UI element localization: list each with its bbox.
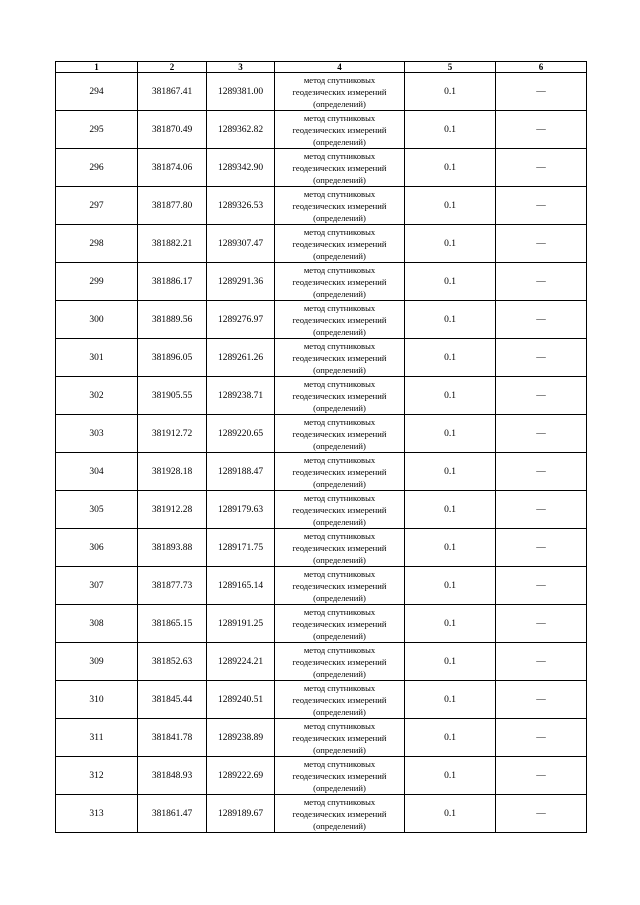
- x-coordinate-cell: 381905.55: [138, 377, 207, 415]
- accuracy-cell: 0.1: [405, 529, 496, 567]
- method-line: (определений): [313, 820, 366, 831]
- y-coordinate-cell: 1289189.67: [207, 795, 275, 833]
- accuracy-cell: 0.1: [405, 719, 496, 757]
- y-coordinate-cell: 1289222.69: [207, 757, 275, 795]
- note-cell: —: [496, 567, 587, 605]
- accuracy-cell: 0.1: [405, 339, 496, 377]
- table-row: [56, 757, 587, 795]
- method-line: геодезических измерений: [292, 618, 387, 629]
- point-number-cell: 306: [56, 529, 138, 567]
- header-cell: 2: [138, 62, 207, 73]
- method-line: метод спутниковых: [303, 264, 376, 275]
- method-line: геодезических измерений: [292, 352, 387, 363]
- method-line: метод спутниковых: [303, 416, 376, 427]
- method-line: (определений): [313, 98, 366, 109]
- note-cell: —: [496, 453, 587, 491]
- point-number-cell: 310: [56, 681, 138, 719]
- point-number-cell: 294: [56, 73, 138, 111]
- method-cell: [275, 757, 405, 795]
- y-coordinate-cell: 1289307.47: [207, 225, 275, 263]
- y-coordinate-cell: 1289381.00: [207, 73, 275, 111]
- table-row: [56, 187, 587, 225]
- y-coordinate-cell: 1289179.63: [207, 491, 275, 529]
- method-line: геодезических измерений: [292, 86, 387, 97]
- note-cell: —: [496, 263, 587, 301]
- method-line: (определений): [313, 402, 366, 413]
- x-coordinate-cell: 381896.05: [138, 339, 207, 377]
- method-line: метод спутниковых: [303, 758, 376, 769]
- table-row: [56, 719, 587, 757]
- method-line: геодезических измерений: [292, 656, 387, 667]
- note-cell: —: [496, 491, 587, 529]
- method-line: геодезических измерений: [292, 390, 387, 401]
- method-cell: [275, 605, 405, 643]
- method-cell: [275, 567, 405, 605]
- point-number-cell: 301: [56, 339, 138, 377]
- method-line: (определений): [313, 136, 366, 147]
- note-cell: —: [496, 719, 587, 757]
- header-row: [56, 62, 587, 73]
- table-row: [56, 491, 587, 529]
- point-number-cell: 303: [56, 415, 138, 453]
- method-line: (определений): [313, 288, 366, 299]
- method-line: (определений): [313, 554, 366, 565]
- note-cell: —: [496, 111, 587, 149]
- accuracy-cell: 0.1: [405, 225, 496, 263]
- table-body: [56, 73, 587, 833]
- x-coordinate-cell: 381886.17: [138, 263, 207, 301]
- method-line: геодезических измерений: [292, 162, 387, 173]
- y-coordinate-cell: 1289220.65: [207, 415, 275, 453]
- method-line: (определений): [313, 364, 366, 375]
- point-number-cell: 307: [56, 567, 138, 605]
- method-line: метод спутниковых: [303, 188, 376, 199]
- table-row: [56, 453, 587, 491]
- method-line: метод спутниковых: [303, 682, 376, 693]
- method-line: метод спутниковых: [303, 150, 376, 161]
- method-cell: [275, 225, 405, 263]
- method-cell: [275, 377, 405, 415]
- note-cell: —: [496, 225, 587, 263]
- method-line: метод спутниковых: [303, 530, 376, 541]
- method-line: геодезических измерений: [292, 314, 387, 325]
- method-cell: [275, 719, 405, 757]
- y-coordinate-cell: 1289171.75: [207, 529, 275, 567]
- method-line: (определений): [313, 668, 366, 679]
- point-number-cell: 297: [56, 187, 138, 225]
- method-cell: [275, 529, 405, 567]
- method-line: метод спутниковых: [303, 302, 376, 313]
- accuracy-cell: 0.1: [405, 643, 496, 681]
- method-line: геодезических измерений: [292, 238, 387, 249]
- method-line: геодезических измерений: [292, 694, 387, 705]
- method-line: (определений): [313, 592, 366, 603]
- method-line: метод спутниковых: [303, 340, 376, 351]
- accuracy-cell: 0.1: [405, 415, 496, 453]
- accuracy-cell: 0.1: [405, 263, 496, 301]
- note-cell: —: [496, 415, 587, 453]
- method-cell: [275, 681, 405, 719]
- header-cell: 3: [207, 62, 275, 73]
- x-coordinate-cell: 381877.73: [138, 567, 207, 605]
- method-line: метод спутниковых: [303, 796, 376, 807]
- method-line: (определений): [313, 478, 366, 489]
- table-row: [56, 377, 587, 415]
- y-coordinate-cell: 1289238.89: [207, 719, 275, 757]
- method-line: метод спутниковых: [303, 606, 376, 617]
- y-coordinate-cell: 1289191.25: [207, 605, 275, 643]
- method-line: геодезических измерений: [292, 732, 387, 743]
- y-coordinate-cell: 1289165.14: [207, 567, 275, 605]
- note-cell: —: [496, 643, 587, 681]
- point-number-cell: 308: [56, 605, 138, 643]
- accuracy-cell: 0.1: [405, 111, 496, 149]
- note-cell: —: [496, 681, 587, 719]
- point-number-cell: 305: [56, 491, 138, 529]
- x-coordinate-cell: 381870.49: [138, 111, 207, 149]
- table-row: [56, 681, 587, 719]
- point-number-cell: 311: [56, 719, 138, 757]
- table-row: [56, 111, 587, 149]
- x-coordinate-cell: 381893.88: [138, 529, 207, 567]
- method-line: метод спутниковых: [303, 74, 376, 85]
- method-line: метод спутниковых: [303, 378, 376, 389]
- table-row: [56, 263, 587, 301]
- accuracy-cell: 0.1: [405, 453, 496, 491]
- accuracy-cell: 0.1: [405, 681, 496, 719]
- x-coordinate-cell: 381889.56: [138, 301, 207, 339]
- method-cell: [275, 415, 405, 453]
- method-line: геодезических измерений: [292, 504, 387, 515]
- method-cell: [275, 187, 405, 225]
- y-coordinate-cell: 1289291.36: [207, 263, 275, 301]
- table-row: [56, 567, 587, 605]
- accuracy-cell: 0.1: [405, 605, 496, 643]
- accuracy-cell: 0.1: [405, 567, 496, 605]
- method-line: (определений): [313, 744, 366, 755]
- header-cell: 1: [56, 62, 138, 73]
- point-number-cell: 304: [56, 453, 138, 491]
- y-coordinate-cell: 1289238.71: [207, 377, 275, 415]
- table-row: [56, 643, 587, 681]
- point-number-cell: 299: [56, 263, 138, 301]
- note-cell: —: [496, 339, 587, 377]
- note-cell: —: [496, 795, 587, 833]
- x-coordinate-cell: 381861.47: [138, 795, 207, 833]
- header-cell: 6: [496, 62, 587, 73]
- method-line: метод спутниковых: [303, 644, 376, 655]
- note-cell: —: [496, 605, 587, 643]
- method-line: геодезических измерений: [292, 580, 387, 591]
- method-line: геодезических измерений: [292, 124, 387, 135]
- method-line: геодезических измерений: [292, 428, 387, 439]
- coordinates-table: [55, 61, 587, 833]
- method-cell: [275, 149, 405, 187]
- method-line: метод спутниковых: [303, 720, 376, 731]
- y-coordinate-cell: 1289224.21: [207, 643, 275, 681]
- x-coordinate-cell: 381845.44: [138, 681, 207, 719]
- y-coordinate-cell: 1289188.47: [207, 453, 275, 491]
- table-row: [56, 415, 587, 453]
- table-row: [56, 339, 587, 377]
- y-coordinate-cell: 1289240.51: [207, 681, 275, 719]
- point-number-cell: 302: [56, 377, 138, 415]
- method-line: геодезических измерений: [292, 466, 387, 477]
- point-number-cell: 312: [56, 757, 138, 795]
- x-coordinate-cell: 381841.78: [138, 719, 207, 757]
- method-cell: [275, 453, 405, 491]
- x-coordinate-cell: 381912.28: [138, 491, 207, 529]
- y-coordinate-cell: 1289326.53: [207, 187, 275, 225]
- method-cell: [275, 795, 405, 833]
- y-coordinate-cell: 1289261.26: [207, 339, 275, 377]
- method-line: (определений): [313, 630, 366, 641]
- table-row: [56, 301, 587, 339]
- note-cell: —: [496, 149, 587, 187]
- y-coordinate-cell: 1289362.82: [207, 111, 275, 149]
- method-line: метод спутниковых: [303, 568, 376, 579]
- x-coordinate-cell: 381865.15: [138, 605, 207, 643]
- method-line: (определений): [313, 440, 366, 451]
- point-number-cell: 309: [56, 643, 138, 681]
- accuracy-cell: 0.1: [405, 149, 496, 187]
- point-number-cell: 296: [56, 149, 138, 187]
- method-cell: [275, 491, 405, 529]
- note-cell: —: [496, 529, 587, 567]
- y-coordinate-cell: 1289342.90: [207, 149, 275, 187]
- x-coordinate-cell: 381877.80: [138, 187, 207, 225]
- method-line: (определений): [313, 782, 366, 793]
- point-number-cell: 313: [56, 795, 138, 833]
- x-coordinate-cell: 381928.18: [138, 453, 207, 491]
- method-cell: [275, 111, 405, 149]
- accuracy-cell: 0.1: [405, 491, 496, 529]
- method-line: геодезических измерений: [292, 276, 387, 287]
- method-line: геодезических измерений: [292, 770, 387, 781]
- method-line: (определений): [313, 212, 366, 223]
- table-row: [56, 149, 587, 187]
- x-coordinate-cell: 381882.21: [138, 225, 207, 263]
- method-line: (определений): [313, 326, 366, 337]
- note-cell: —: [496, 187, 587, 225]
- method-cell: [275, 263, 405, 301]
- method-line: геодезических измерений: [292, 542, 387, 553]
- method-cell: [275, 301, 405, 339]
- accuracy-cell: 0.1: [405, 73, 496, 111]
- point-number-cell: 300: [56, 301, 138, 339]
- accuracy-cell: 0.1: [405, 757, 496, 795]
- x-coordinate-cell: 381867.41: [138, 73, 207, 111]
- method-line: геодезических измерений: [292, 200, 387, 211]
- accuracy-cell: 0.1: [405, 187, 496, 225]
- method-line: (определений): [313, 174, 366, 185]
- method-line: метод спутниковых: [303, 492, 376, 503]
- header-cell: 4: [275, 62, 405, 73]
- point-number-cell: 298: [56, 225, 138, 263]
- table-row: [56, 225, 587, 263]
- x-coordinate-cell: 381848.93: [138, 757, 207, 795]
- method-cell: [275, 643, 405, 681]
- method-line: метод спутниковых: [303, 112, 376, 123]
- method-line: (определений): [313, 706, 366, 717]
- x-coordinate-cell: 381874.06: [138, 149, 207, 187]
- accuracy-cell: 0.1: [405, 795, 496, 833]
- note-cell: —: [496, 73, 587, 111]
- method-line: метод спутниковых: [303, 454, 376, 465]
- point-number-cell: 295: [56, 111, 138, 149]
- method-cell: [275, 339, 405, 377]
- x-coordinate-cell: 381912.72: [138, 415, 207, 453]
- note-cell: —: [496, 757, 587, 795]
- table-row: [56, 605, 587, 643]
- note-cell: —: [496, 377, 587, 415]
- method-cell: [275, 73, 405, 111]
- accuracy-cell: 0.1: [405, 301, 496, 339]
- method-line: метод спутниковых: [303, 226, 376, 237]
- note-cell: —: [496, 301, 587, 339]
- accuracy-cell: 0.1: [405, 377, 496, 415]
- x-coordinate-cell: 381852.63: [138, 643, 207, 681]
- table-row: [56, 795, 587, 833]
- method-line: геодезических измерений: [292, 808, 387, 819]
- header-cell: 5: [405, 62, 496, 73]
- method-line: (определений): [313, 250, 366, 261]
- y-coordinate-cell: 1289276.97: [207, 301, 275, 339]
- table-row: [56, 73, 587, 111]
- table-row: [56, 529, 587, 567]
- method-line: (определений): [313, 516, 366, 527]
